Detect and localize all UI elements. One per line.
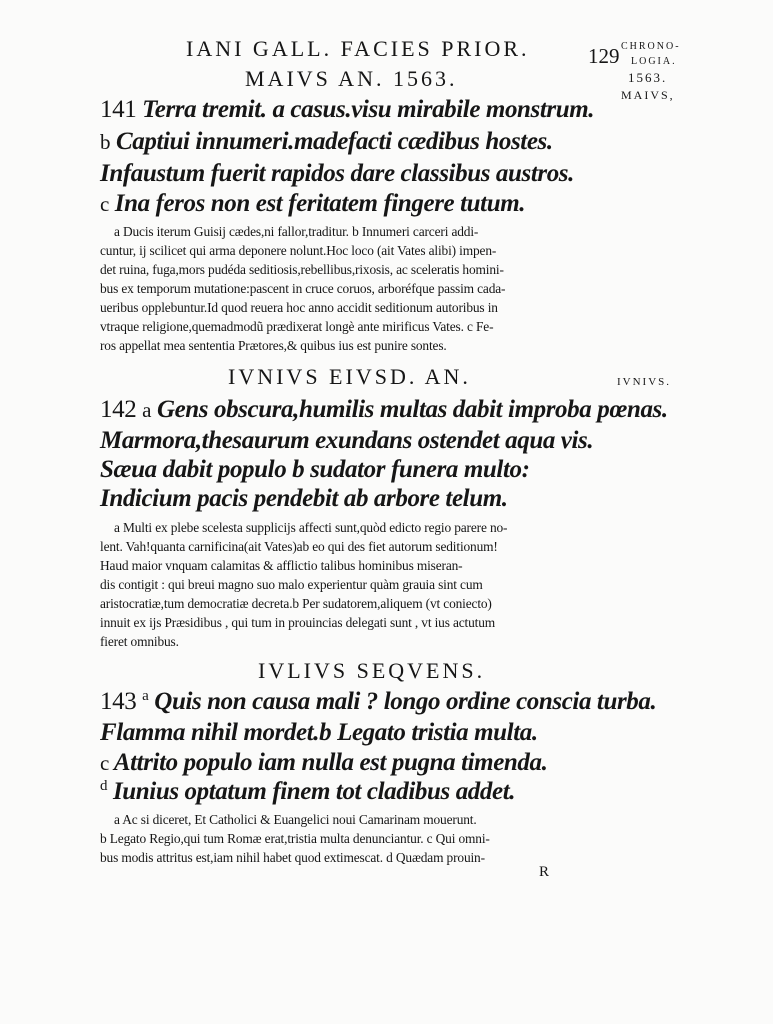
note-marker: c bbox=[100, 751, 109, 775]
note-marker: b bbox=[100, 130, 111, 154]
verse-text: Attrito populo iam nulla est pugna timenda. bbox=[113, 749, 548, 776]
side-chronologia: CHRONO- bbox=[621, 41, 681, 52]
note-marker: d bbox=[100, 778, 108, 794]
note-line: dis contigit : qui breui magno suo malo experientur quàm grauia sint cum bbox=[100, 577, 483, 592]
note-line: b Legato Regio,qui tum Romæ erat,tristia multa denunciantur. c Qui omni- bbox=[100, 831, 490, 846]
verse-line bbox=[100, 96, 594, 124]
note-line: aristocratiæ,tum democratiæ decreta.b Per sudatorem,aliquem (vt coniecto) bbox=[100, 596, 492, 611]
verse-line bbox=[100, 160, 574, 188]
verse-text: Captiui innumeri.madefacti cædibus hostes. bbox=[115, 128, 553, 155]
side-year: 1563. bbox=[628, 70, 668, 85]
verse-text: Terra tremit. a casus.visu mirabile monstrum. bbox=[142, 96, 595, 123]
note-line: vtraque religione,quemadmodũ prædixerat longè ante mirificus Vates. c Fe- bbox=[100, 319, 494, 334]
verse-number: 143 bbox=[100, 688, 137, 715]
note-marker: a bbox=[142, 688, 149, 704]
note-line: lent. Vah!quanta carnificina(ait Vates)ab eo qui des fiet autorum seditionum! bbox=[100, 539, 498, 554]
verse-line bbox=[100, 688, 656, 716]
verse-text: Gens obscura,humilis multas dabit improba pœnas. bbox=[156, 396, 668, 423]
note-marker: a bbox=[142, 398, 152, 422]
verse-number: 142 bbox=[100, 396, 137, 423]
running-head: IANI GALL. FACIES PRIOR. bbox=[186, 36, 530, 61]
verse-line bbox=[100, 396, 668, 424]
verse-line bbox=[100, 128, 553, 156]
note-line: a Multi ex plebe scelesta supplicijs affecti sunt,quòd edicto regio parere no- bbox=[114, 520, 508, 535]
note-line: a Ducis iterum Guisij cædes,ni fallor,traditur. b Innumeri carceri addi- bbox=[114, 224, 479, 239]
note-line: bus modis attritus est,iam nihil habet quod extimescat. d Quædam prouin- bbox=[100, 850, 485, 865]
verse-text: Sæua dabit populo b sudator funera multo: bbox=[100, 456, 530, 483]
verse-text: Marmora,thesaurum exundans ostendet aqua vis. bbox=[100, 427, 594, 454]
verse-text: Indicium pacis pendebit ab arbore telum. bbox=[100, 485, 508, 512]
verse-text: Infaustum fuerit rapidos dare classibus austros. bbox=[100, 160, 574, 187]
verse-text: Quis non causa mali ? longo ordine conscia turba. bbox=[154, 688, 657, 715]
verse-line bbox=[100, 190, 525, 218]
side-month-iunius: IVNIVS. bbox=[617, 376, 672, 388]
note-line: Haud maior vnquam calamitas & afflictio talibus hominibus miseran- bbox=[100, 558, 463, 573]
side-logia: LOGIA. bbox=[631, 56, 677, 67]
catchword: R bbox=[539, 864, 550, 880]
verse-line bbox=[100, 719, 538, 747]
note-line: fieret omnibus. bbox=[100, 634, 179, 649]
verse-text: Ina feros non est feritatem fingere tutum. bbox=[114, 190, 526, 217]
side-month-maius: MAIVS, bbox=[621, 88, 675, 102]
verse-line bbox=[100, 427, 593, 455]
verse-number: 141 bbox=[100, 96, 137, 123]
verse-line bbox=[100, 749, 547, 777]
note-line: ros appellat mea sententia Prætores,& quibus ius est punire sontes. bbox=[100, 338, 447, 353]
note-line: a Ac si diceret, Et Catholici & Euangelici noui Camarinam mouerunt. bbox=[114, 812, 477, 827]
note-line: ueribus opplebuntur.Id quod reuera hoc anno accidit seditionum autoribus in bbox=[100, 300, 498, 315]
section-heading: MAIVS AN. 1563. bbox=[245, 66, 458, 91]
section-heading: IVNIVS EIVSD. AN. bbox=[228, 364, 471, 389]
verse-line bbox=[100, 456, 530, 484]
note-line: det ruina, fuga,mors pudéda seditiosis,rebellibus,rixosis, ac sceleratis homini- bbox=[100, 262, 504, 277]
note-marker: c bbox=[100, 192, 109, 216]
note-line: cuntur, ij scilicet qui arma deponere nolunt.Hoc loco (ait Vates alibi) impen- bbox=[100, 243, 497, 258]
note-line: bus ex temporum mutatione:pascent in cruce coruos, arboréfque passim cada- bbox=[100, 281, 506, 296]
verse-text: Iunius optatum finem tot cladibus addet. bbox=[112, 778, 516, 805]
verse-line bbox=[100, 485, 508, 513]
note-line: innuit ex ijs Præsidibus , qui tum in prouincias delegati sunt , vt ius actutum bbox=[100, 615, 496, 630]
verse-text: Flamma nihil mordet.b Legato tristia multa. bbox=[100, 719, 538, 746]
verse-line bbox=[100, 778, 515, 806]
page-number: 129 bbox=[588, 44, 620, 68]
section-heading: IVLIVS SEQVENS. bbox=[258, 658, 486, 683]
